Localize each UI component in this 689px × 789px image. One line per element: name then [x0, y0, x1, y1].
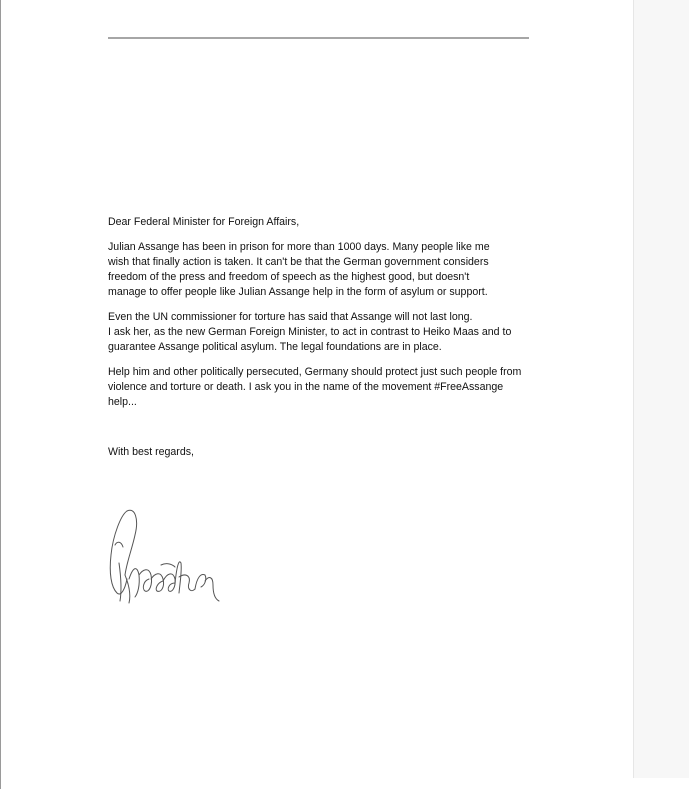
paragraph-line: help...: [108, 396, 137, 408]
paragraph-1: [108, 240, 548, 300]
paragraph-line: violence and torture or death. I ask you in the name of the movement #FreeAssange: [108, 381, 504, 393]
paragraph-line: I ask her, as the new German Foreign Minister, to act in contrast to Heiko Maas and to: [108, 326, 512, 338]
paragraph-line: guarantee Assange political asylum. The legal foundations are in place.: [108, 341, 442, 353]
paragraph-line: wish that finally action is taken. It can't be that the German government considers: [108, 256, 489, 268]
paragraph-3: [108, 365, 548, 410]
paragraph-line: freedom of the press and freedom of speech as the highest good, but doesn't: [108, 271, 470, 283]
closing: With best regards,: [108, 446, 194, 458]
handwritten-signature: [105, 505, 230, 610]
letter-body: [108, 215, 548, 420]
paragraph-line: Julian Assange has been in prison for more than 1000 days. Many people like me: [108, 241, 490, 253]
viewer-right-gutter: [633, 0, 689, 778]
paragraph-line: Even the UN commissioner for torture has said that Assange will not last long.: [108, 311, 473, 323]
salutation: Dear Federal Minister for Foreign Affairs,: [108, 216, 300, 228]
paragraph-line: Help him and other politically persecuted, Germany should protect just such people from: [108, 366, 522, 378]
document-page: [1, 0, 633, 789]
paragraph-2: [108, 310, 548, 355]
paragraph-line: manage to offer people like Julian Assange help in the form of asylum or support.: [108, 286, 488, 298]
header-rule: [108, 37, 529, 39]
